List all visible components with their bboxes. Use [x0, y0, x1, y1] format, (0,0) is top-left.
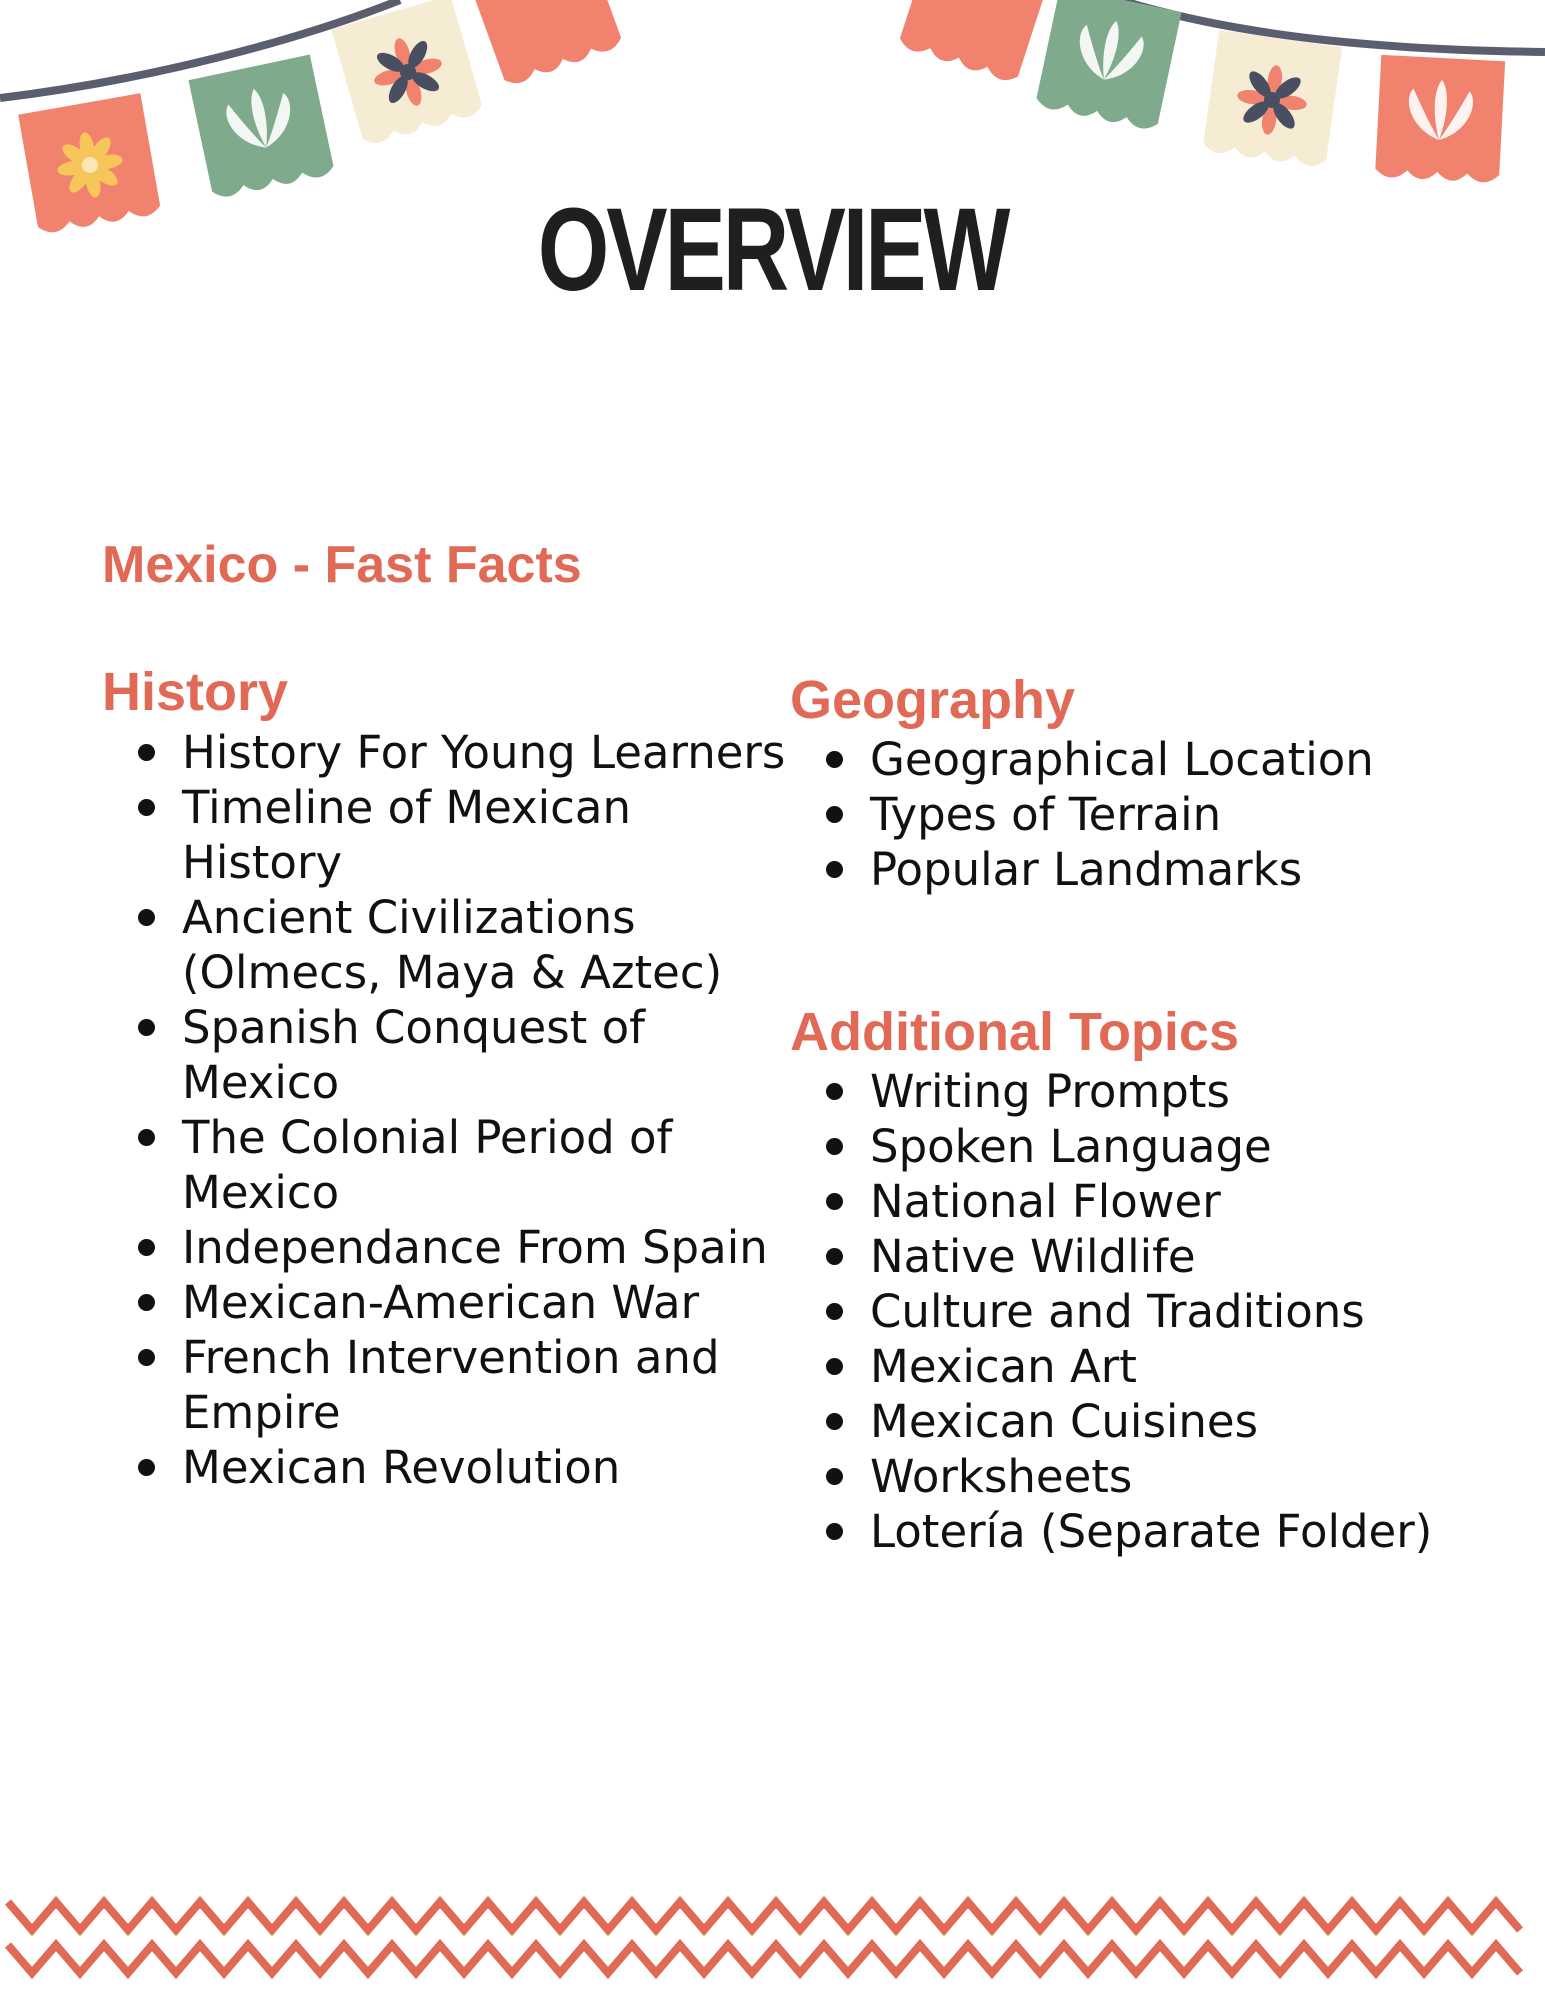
list-item: History For Young Learners: [102, 725, 792, 780]
list-item: Native Wildlife: [790, 1229, 1510, 1284]
list-item: Independance From Spain: [102, 1220, 792, 1275]
list-item: Mexican Revolution: [102, 1440, 792, 1495]
page-subtitle: Mexico - Fast Facts: [102, 536, 582, 594]
list-item: Spoken Language: [790, 1119, 1510, 1174]
page-title: OVERVIEW: [537, 184, 1008, 316]
list-item: Culture and Traditions: [790, 1284, 1510, 1339]
list-item: Ancient Civilizations (Olmecs, Maya & Aztec): [102, 890, 792, 1000]
list-item: Worksheets: [790, 1449, 1510, 1504]
list-item: Writing Prompts: [790, 1064, 1510, 1119]
additional-topics-heading: Additional Topics: [790, 1002, 1239, 1062]
list-item: Timeline of Mexican History: [102, 780, 792, 890]
history-list: [102, 725, 792, 1495]
list-item: The Colonial Period of Mexico: [102, 1110, 792, 1220]
additional-topics-list: [790, 1064, 1510, 1559]
list-item: Types of Terrain: [790, 787, 1510, 842]
list-item: National Flower: [790, 1174, 1510, 1229]
list-item: Mexican Art: [790, 1339, 1510, 1394]
list-item: Popular Landmarks: [790, 842, 1510, 897]
list-item: Spanish Conquest of Mexico: [102, 1000, 792, 1110]
list-item: French Intervention and Empire: [102, 1330, 792, 1440]
list-item: Lotería (Separate Folder): [790, 1504, 1510, 1559]
list-item: Geographical Location: [790, 732, 1510, 787]
geography-list: [790, 732, 1510, 897]
zigzag-border: [0, 1890, 1545, 2000]
geography-heading: Geography: [790, 670, 1076, 730]
list-item: Mexican Cuisines: [790, 1394, 1510, 1449]
history-heading: History: [102, 662, 289, 722]
list-item: Mexican-American War: [102, 1275, 792, 1330]
